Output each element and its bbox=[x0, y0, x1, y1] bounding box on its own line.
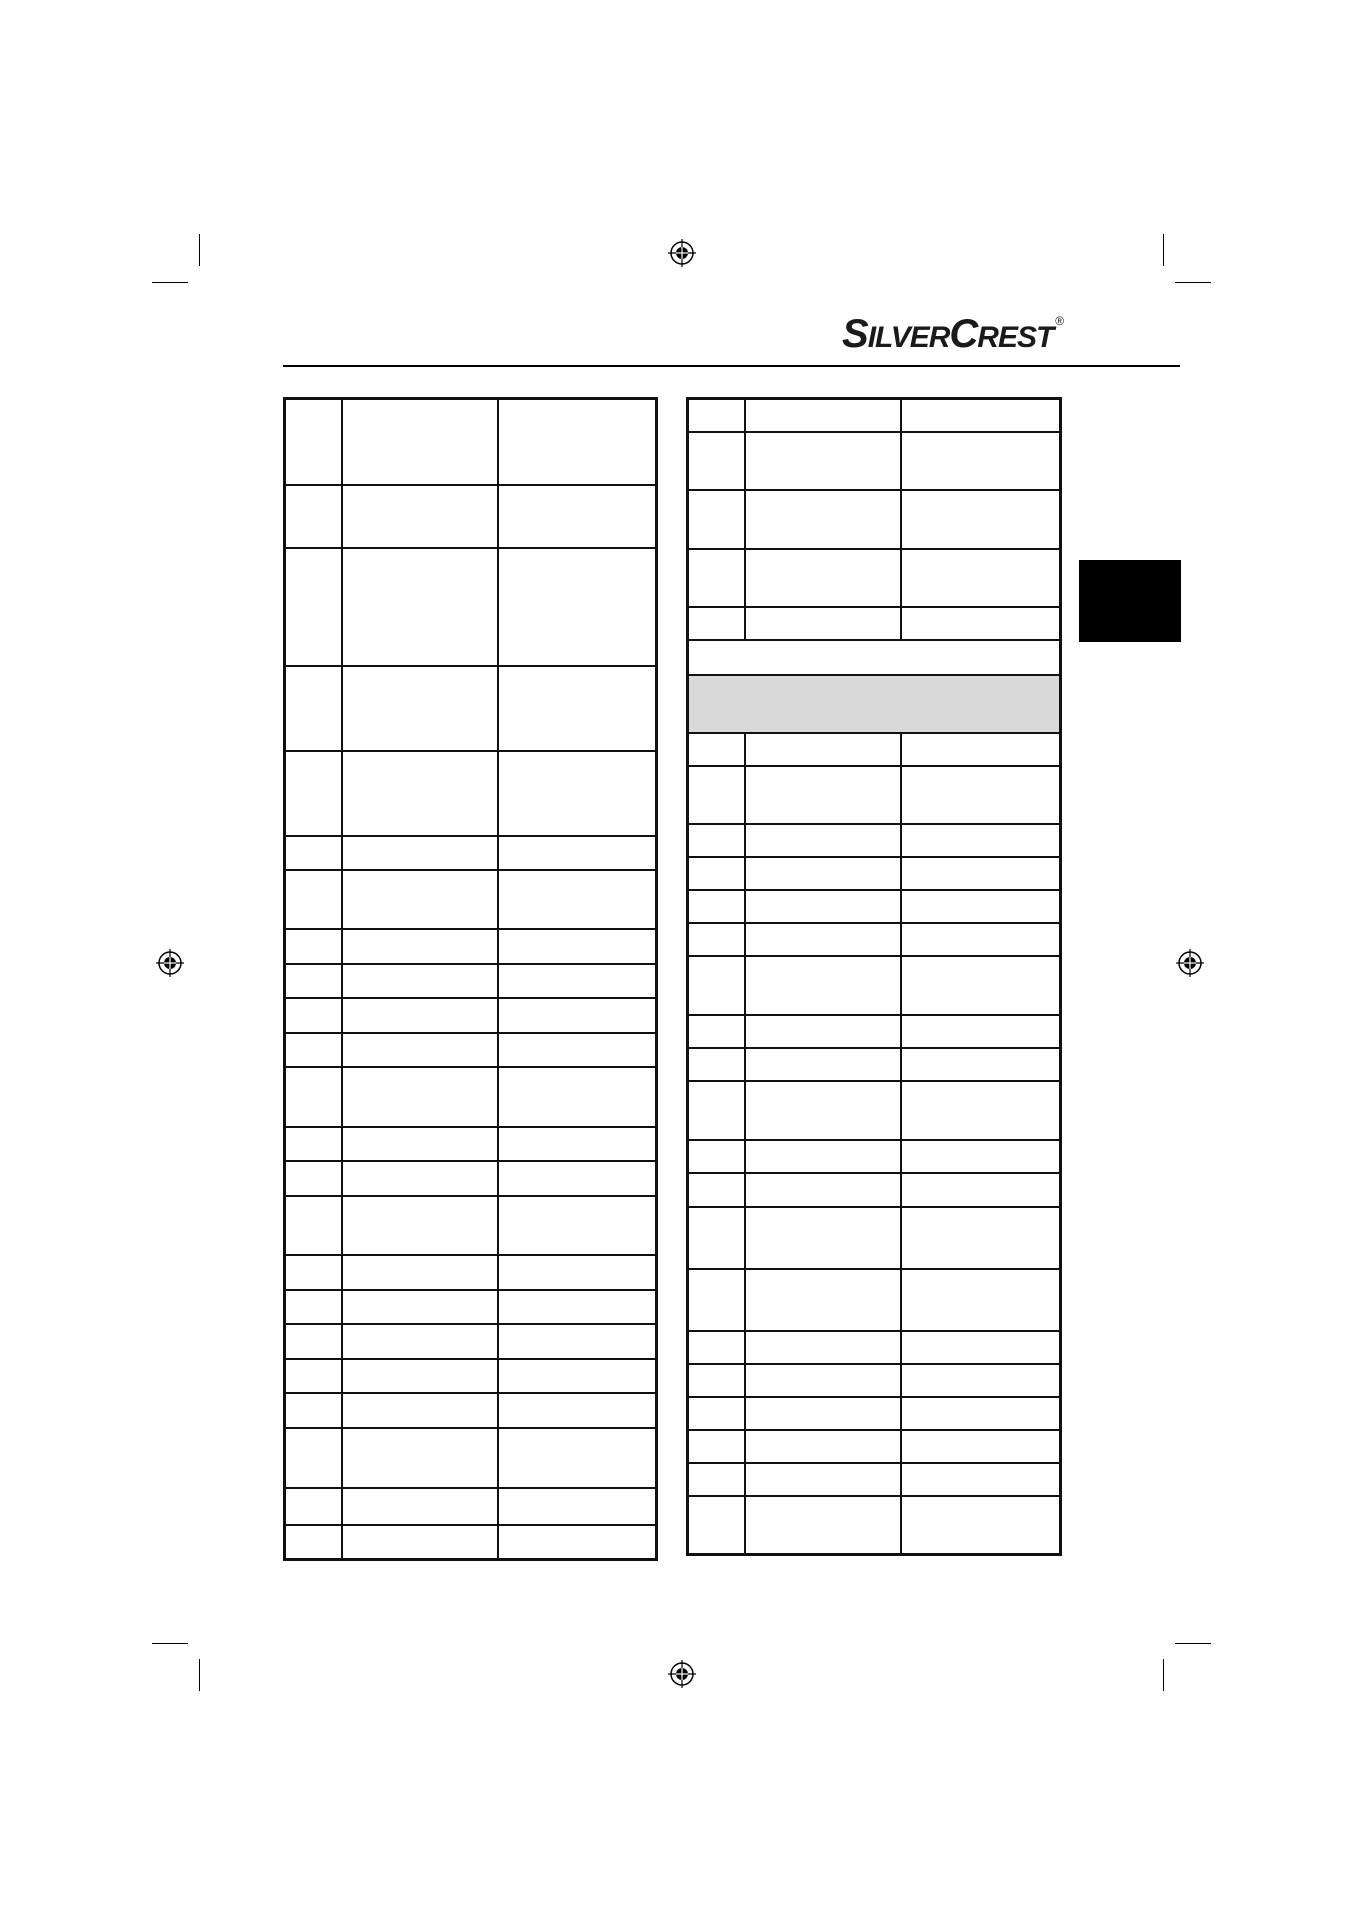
table-row bbox=[688, 1207, 1061, 1269]
table-cell bbox=[285, 998, 342, 1033]
section-band-row bbox=[688, 675, 1061, 733]
table-cell bbox=[901, 824, 1061, 857]
table-cell bbox=[901, 607, 1061, 640]
table-row bbox=[285, 1393, 657, 1428]
table-row bbox=[688, 1140, 1061, 1173]
table-row bbox=[285, 870, 657, 929]
crop-mark-top-right-horizontal bbox=[1175, 282, 1211, 283]
table-row bbox=[285, 1488, 657, 1525]
table-row bbox=[285, 751, 657, 836]
crop-mark-bottom-left-horizontal bbox=[152, 1643, 188, 1644]
table-cell bbox=[688, 1364, 745, 1397]
table-cell bbox=[342, 929, 498, 964]
table-cell bbox=[342, 964, 498, 998]
table-cell bbox=[745, 923, 901, 956]
table-cell bbox=[688, 1331, 745, 1364]
table-cell bbox=[285, 1255, 342, 1290]
table-cell bbox=[901, 399, 1061, 432]
table-row bbox=[688, 432, 1061, 490]
table-cell bbox=[342, 998, 498, 1033]
table-cell bbox=[342, 1525, 498, 1560]
table-cell bbox=[901, 733, 1061, 766]
table-cell bbox=[285, 666, 342, 751]
table-cell bbox=[901, 1463, 1061, 1496]
logo-letter: C bbox=[949, 312, 978, 356]
table-cell bbox=[342, 836, 498, 870]
table-cell bbox=[901, 1269, 1061, 1331]
table-cell bbox=[745, 399, 901, 432]
table-cell bbox=[688, 607, 745, 640]
table-cell bbox=[342, 1290, 498, 1324]
table-cell bbox=[745, 956, 901, 1015]
left-spec-table bbox=[283, 397, 658, 1561]
table-row bbox=[688, 490, 1061, 549]
table-cell bbox=[285, 1033, 342, 1067]
table-cell bbox=[342, 1067, 498, 1127]
table-cell bbox=[285, 1161, 342, 1196]
table-cell bbox=[901, 1015, 1061, 1048]
table-cell bbox=[901, 766, 1061, 824]
crosshair-registration-icon bbox=[667, 1659, 697, 1689]
table-row bbox=[688, 857, 1061, 890]
table-row bbox=[285, 485, 657, 548]
table-cell bbox=[688, 1496, 745, 1555]
right-spec-table bbox=[686, 397, 1062, 1556]
table-cell bbox=[342, 666, 498, 751]
table-cell bbox=[498, 1290, 657, 1324]
table-cell bbox=[745, 1140, 901, 1173]
table-cell bbox=[342, 1393, 498, 1428]
table-cell bbox=[285, 1127, 342, 1161]
table-row bbox=[688, 1397, 1061, 1430]
table-cell bbox=[901, 857, 1061, 890]
silvercrest-logo bbox=[842, 312, 1063, 360]
table-cell bbox=[498, 1127, 657, 1161]
table-cell bbox=[342, 1359, 498, 1393]
table-row bbox=[285, 1290, 657, 1324]
table-row bbox=[285, 1525, 657, 1560]
table-cell bbox=[688, 824, 745, 857]
table-cell bbox=[745, 607, 901, 640]
table-row bbox=[285, 666, 657, 751]
crop-mark-top-left-horizontal bbox=[152, 282, 188, 283]
table-cell bbox=[285, 1393, 342, 1428]
table-cell bbox=[498, 929, 657, 964]
table-cell bbox=[498, 1525, 657, 1560]
table-cell bbox=[745, 1397, 901, 1430]
table-cell bbox=[498, 1359, 657, 1393]
table-row bbox=[688, 733, 1061, 766]
table-row bbox=[285, 1196, 657, 1255]
table-row bbox=[285, 399, 657, 485]
table-row bbox=[285, 1428, 657, 1488]
table-cell bbox=[498, 548, 657, 666]
table-cell bbox=[745, 490, 901, 549]
table-cell bbox=[901, 890, 1061, 923]
table-cell bbox=[688, 1140, 745, 1173]
crosshair-registration-icon bbox=[155, 948, 185, 978]
table-cell bbox=[745, 824, 901, 857]
table-cell bbox=[342, 751, 498, 836]
table-cell bbox=[342, 1324, 498, 1359]
table-cell bbox=[688, 1081, 745, 1140]
table-cell bbox=[285, 964, 342, 998]
table-cell bbox=[745, 1269, 901, 1331]
table-cell bbox=[498, 1067, 657, 1127]
table-cell bbox=[498, 1161, 657, 1196]
table-cell bbox=[901, 490, 1061, 549]
table-cell bbox=[901, 1207, 1061, 1269]
table-row bbox=[688, 1048, 1061, 1081]
table-cell bbox=[688, 733, 745, 766]
table-cell bbox=[688, 956, 745, 1015]
table-cell bbox=[285, 1067, 342, 1127]
table-cell bbox=[745, 1015, 901, 1048]
table-row bbox=[688, 1364, 1061, 1397]
table-cell bbox=[498, 1393, 657, 1428]
table-cell bbox=[745, 890, 901, 923]
table-cell bbox=[901, 1081, 1061, 1140]
logo-letter: S bbox=[842, 312, 868, 356]
table-row bbox=[688, 1331, 1061, 1364]
table-cell bbox=[498, 399, 657, 485]
table-cell bbox=[498, 1488, 657, 1525]
table-cell bbox=[745, 432, 901, 490]
table-cell bbox=[688, 490, 745, 549]
crop-mark-bottom-right-vertical bbox=[1163, 1659, 1164, 1691]
table-row bbox=[285, 1127, 657, 1161]
table-row bbox=[285, 1033, 657, 1067]
table-cell bbox=[342, 548, 498, 666]
table-cell bbox=[688, 1015, 745, 1048]
table-cell bbox=[498, 666, 657, 751]
table-cell bbox=[901, 923, 1061, 956]
section-heading bbox=[688, 640, 1061, 675]
table-cell bbox=[498, 1033, 657, 1067]
table-cell bbox=[342, 1161, 498, 1196]
table-cell bbox=[688, 1207, 745, 1269]
table-cell bbox=[745, 1496, 901, 1555]
table-cell bbox=[745, 766, 901, 824]
table-cell bbox=[285, 1488, 342, 1525]
table-row bbox=[285, 1324, 657, 1359]
table-cell bbox=[745, 1364, 901, 1397]
table-row bbox=[688, 1173, 1061, 1207]
table-cell bbox=[342, 485, 498, 548]
table-cell bbox=[688, 766, 745, 824]
logo-letters: ILVER bbox=[867, 321, 950, 354]
table-cell bbox=[285, 751, 342, 836]
table-cell bbox=[285, 870, 342, 929]
table-cell bbox=[498, 751, 657, 836]
table-cell bbox=[498, 1428, 657, 1488]
table-cell bbox=[498, 1196, 657, 1255]
table-cell bbox=[901, 1173, 1061, 1207]
table-cell bbox=[901, 1397, 1061, 1430]
table-cell bbox=[498, 485, 657, 548]
table-cell bbox=[285, 929, 342, 964]
table-row bbox=[688, 1430, 1061, 1463]
table-cell bbox=[901, 1140, 1061, 1173]
table-cell bbox=[901, 549, 1061, 607]
table-cell bbox=[342, 1033, 498, 1067]
table-cell bbox=[285, 1359, 342, 1393]
table-row bbox=[688, 766, 1061, 824]
crosshair-registration-icon bbox=[1175, 948, 1205, 978]
table-cell bbox=[745, 1048, 901, 1081]
table-cell bbox=[901, 956, 1061, 1015]
table-row bbox=[688, 956, 1061, 1015]
table-cell bbox=[688, 1397, 745, 1430]
table-cell bbox=[285, 1196, 342, 1255]
table-cell bbox=[688, 1430, 745, 1463]
header-rule bbox=[283, 365, 1180, 367]
table-cell bbox=[342, 1428, 498, 1488]
table-cell bbox=[901, 432, 1061, 490]
table-cell bbox=[285, 1324, 342, 1359]
table-cell bbox=[688, 1048, 745, 1081]
table-row bbox=[285, 929, 657, 964]
table-row bbox=[285, 1067, 657, 1127]
table-cell bbox=[688, 1269, 745, 1331]
table-cell bbox=[901, 1048, 1061, 1081]
table-cell bbox=[498, 836, 657, 870]
table-row bbox=[688, 549, 1061, 607]
table-cell bbox=[688, 1173, 745, 1207]
table-cell bbox=[901, 1364, 1061, 1397]
crop-mark-top-right-vertical bbox=[1163, 234, 1164, 266]
table-cell bbox=[901, 1331, 1061, 1364]
table-row bbox=[688, 923, 1061, 956]
crosshair-registration-icon bbox=[667, 238, 697, 268]
table-cell bbox=[285, 485, 342, 548]
table-row bbox=[688, 607, 1061, 640]
table-cell bbox=[745, 733, 901, 766]
table-cell bbox=[498, 1255, 657, 1290]
crop-mark-bottom-left-vertical bbox=[199, 1659, 200, 1691]
table-cell bbox=[745, 857, 901, 890]
table-row bbox=[688, 399, 1061, 432]
table-row bbox=[688, 890, 1061, 923]
section-heading-row bbox=[688, 640, 1061, 675]
table-cell bbox=[745, 1331, 901, 1364]
table-row bbox=[688, 1463, 1061, 1496]
table-cell bbox=[498, 870, 657, 929]
table-cell bbox=[688, 549, 745, 607]
table-cell bbox=[688, 857, 745, 890]
table-cell bbox=[745, 549, 901, 607]
table-cell bbox=[901, 1496, 1061, 1555]
table-row bbox=[285, 998, 657, 1033]
table-row bbox=[688, 1496, 1061, 1555]
table-cell bbox=[498, 998, 657, 1033]
section-band bbox=[688, 675, 1061, 733]
table-row bbox=[688, 1269, 1061, 1331]
table-cell bbox=[745, 1081, 901, 1140]
table-cell bbox=[498, 964, 657, 998]
language-tab-block bbox=[1079, 560, 1181, 642]
table-cell bbox=[285, 548, 342, 666]
table-row bbox=[688, 824, 1061, 857]
table-cell bbox=[285, 836, 342, 870]
registered-mark: ® bbox=[1055, 314, 1064, 328]
crop-mark-bottom-right-horizontal bbox=[1175, 1643, 1211, 1644]
table-cell bbox=[342, 399, 498, 485]
table-cell bbox=[342, 1488, 498, 1525]
table-row bbox=[688, 1081, 1061, 1140]
table-row bbox=[285, 548, 657, 666]
table-row bbox=[285, 836, 657, 870]
crop-mark-top-left-vertical bbox=[199, 234, 200, 266]
table-cell bbox=[342, 1127, 498, 1161]
table-cell bbox=[285, 399, 342, 485]
table-cell bbox=[688, 399, 745, 432]
table-cell bbox=[688, 890, 745, 923]
table-cell bbox=[285, 1525, 342, 1560]
table-cell bbox=[745, 1463, 901, 1496]
table-row bbox=[285, 1161, 657, 1196]
table-cell bbox=[688, 1463, 745, 1496]
table-cell bbox=[745, 1430, 901, 1463]
table-row bbox=[688, 1015, 1061, 1048]
table-cell bbox=[342, 870, 498, 929]
table-cell bbox=[745, 1207, 901, 1269]
table-cell bbox=[688, 432, 745, 490]
table-row bbox=[285, 1359, 657, 1393]
table-cell bbox=[285, 1428, 342, 1488]
table-cell bbox=[285, 1290, 342, 1324]
table-cell bbox=[745, 1173, 901, 1207]
logo-letters: REST bbox=[977, 321, 1054, 354]
table-cell bbox=[688, 923, 745, 956]
table-cell bbox=[498, 1324, 657, 1359]
table-cell bbox=[901, 1430, 1061, 1463]
table-cell bbox=[342, 1196, 498, 1255]
table-cell bbox=[342, 1255, 498, 1290]
table-row bbox=[285, 964, 657, 998]
table-row bbox=[285, 1255, 657, 1290]
